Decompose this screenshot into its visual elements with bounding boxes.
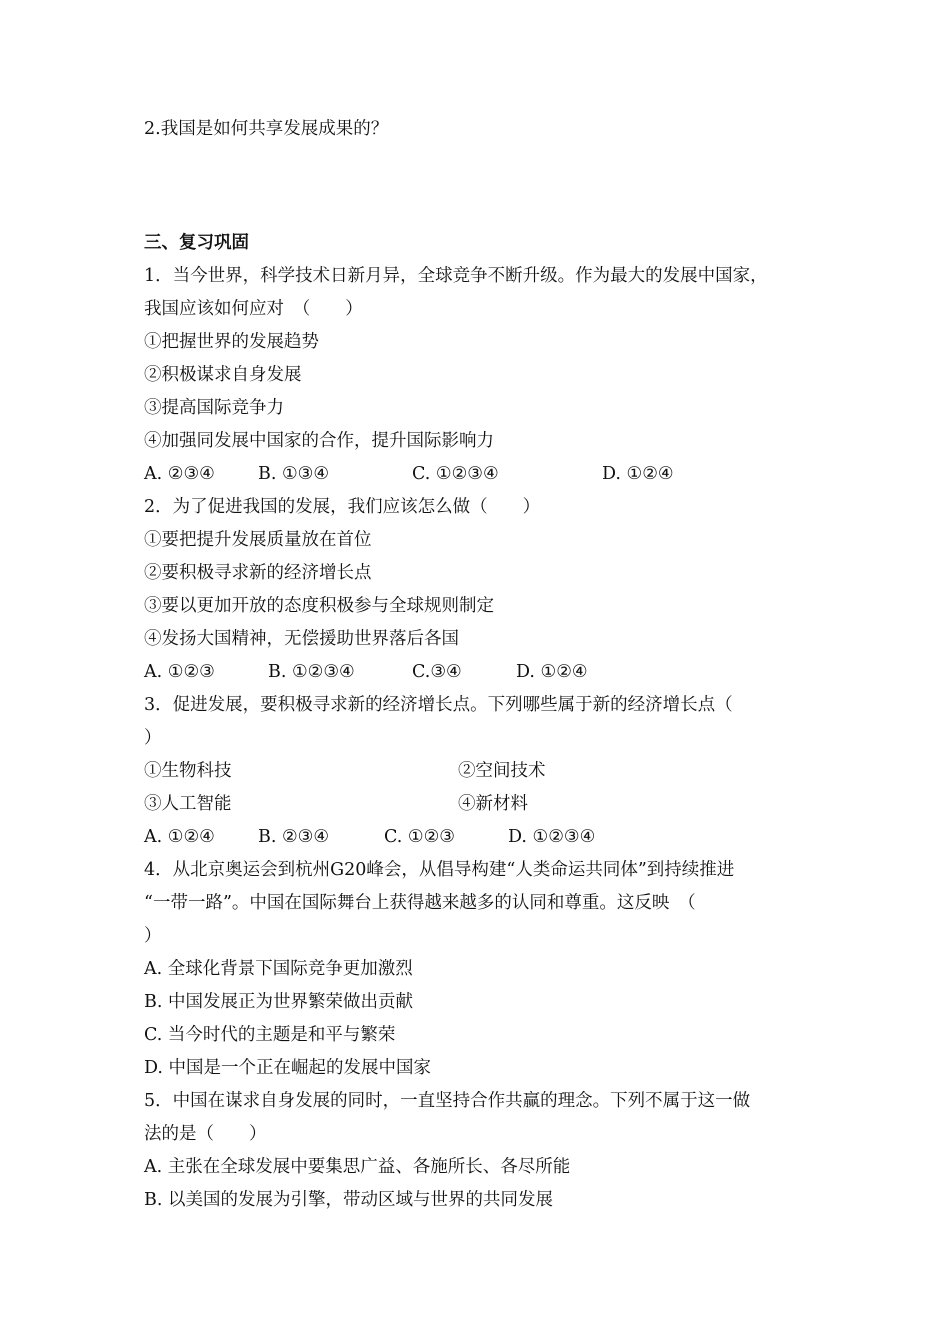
q3-option-b: B. ②③④ — [258, 827, 330, 847]
section-title: 三、复习巩固 — [144, 233, 249, 253]
q5-stem-line2: 法的是（ ） — [144, 1124, 267, 1144]
q2-item-1: ①要把提升发展质量放在首位 — [144, 530, 372, 550]
q4-stem-line3: ） — [144, 926, 162, 946]
q3-stem-line2: ） — [144, 728, 162, 748]
q1-item-4: ④加强同发展中国家的合作，提升国际影响力 — [144, 431, 494, 451]
q2-item-2: ②要积极寻求新的经济增长点 — [144, 563, 372, 583]
q2-option-a: A. ①②③ — [144, 662, 215, 682]
q4-stem-line1: 4．从北京奥运会到杭州G20峰会，从倡导构建“人类命运共同体”到持续推进 — [144, 860, 735, 880]
q1-stem-line1: 1．当今世界，科学技术日新月异，全球竞争不断升级。作为最大的发展中国家， — [144, 266, 768, 286]
q2-item-3: ③要以更加开放的态度积极参与全球规则制定 — [144, 596, 494, 616]
intro-question: 2.我国是如何共享发展成果的？ — [144, 119, 389, 139]
q1-option-c: C. ①②③④ — [412, 464, 499, 484]
q2-option-c: C.③④ — [412, 662, 462, 682]
q1-item-3: ③提高国际竞争力 — [144, 398, 284, 418]
q4-option-a: A. 全球化背景下国际竞争更加激烈 — [144, 959, 413, 979]
q3-option-a: A. ①②④ — [144, 827, 215, 847]
q3-stem-line1: 3．促进发展，要积极寻求新的经济增长点。下列哪些属于新的经济增长点（ — [144, 695, 733, 715]
q1-item-2: ②积极谋求自身发展 — [144, 365, 302, 385]
q3-item-4: ④新材料 — [458, 794, 528, 814]
q4-stem-line2: “一带一路”。中国在国际舞台上获得越来越多的认同和尊重。这反映 （ — [144, 893, 696, 913]
q1-option-a: A. ②③④ — [144, 464, 215, 484]
q1-item-1: ①把握世界的发展趋势 — [144, 332, 319, 352]
q3-item-2: ②空间技术 — [458, 761, 546, 781]
q2-option-d: D. ①②④ — [516, 662, 588, 682]
q3-option-c: C. ①②③ — [384, 827, 455, 847]
q3-item-1: ①生物科技 — [144, 761, 232, 781]
q3-option-d: D. ①②③④ — [508, 827, 596, 847]
q2-stem-line1: 2．为了促进我国的发展，我们应该怎么做（ ） — [144, 497, 541, 517]
q2-item-4: ④发扬大国精神，无偿援助世界落后各国 — [144, 629, 459, 649]
q2-option-b: B. ①②③④ — [268, 662, 355, 682]
q4-option-b: B. 中国发展正为世界繁荣做出贡献 — [144, 992, 413, 1012]
q1-stem-line2: 我国应该如何应对 （ ） — [144, 299, 363, 319]
q5-option-b: B. 以美国的发展为引擎，带动区域与世界的共同发展 — [144, 1190, 553, 1210]
q4-option-c: C. 当今时代的主题是和平与繁荣 — [144, 1025, 396, 1045]
q1-option-d: D. ①②④ — [602, 464, 674, 484]
q5-stem-line1: 5．中国在谋求自身发展的同时，一直坚持合作共赢的理念。下列不属于这一做 — [144, 1091, 751, 1111]
q5-option-a: A. 主张在全球发展中要集思广益、各施所长、各尽所能 — [144, 1157, 571, 1177]
q3-item-3: ③人工智能 — [144, 794, 232, 814]
q4-option-d: D. 中国是一个正在崛起的发展中国家 — [144, 1058, 432, 1078]
q1-option-b: B. ①③④ — [258, 464, 330, 484]
